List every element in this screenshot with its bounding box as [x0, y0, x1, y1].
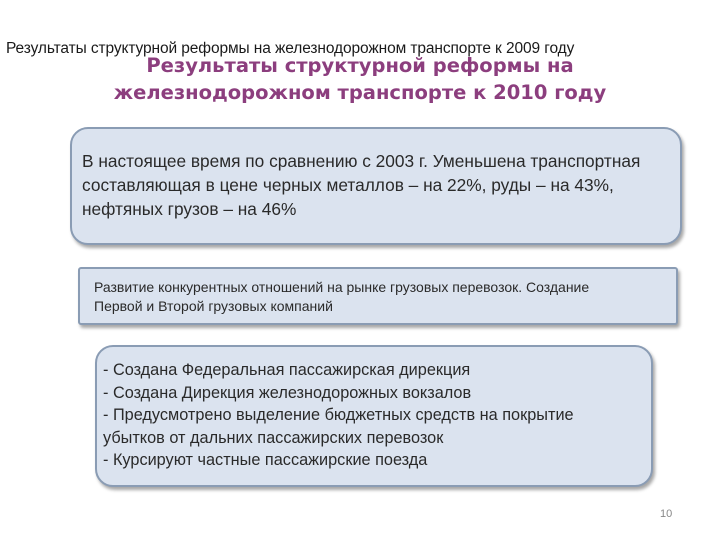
passenger-box — [95, 345, 653, 487]
slide-title — [0, 52, 720, 106]
passenger-line-2: - Создана Дирекция железнодорожных вокзалов — [103, 383, 472, 402]
passenger-line-4: убытков от дальних пассажирских перевозок — [103, 428, 444, 447]
competition-line-2: Первой и Второй грузовых компаний — [94, 298, 333, 314]
competition-line-1: Развитие конкурентных отношений на рынке грузовых перевозок. Создание — [94, 279, 590, 295]
slide-title-line-1: Результаты структурной реформы на — [146, 54, 574, 77]
freight-cost-line-1: В настоящее время по сравнению с 2003 г. Уменьшена транспортная — [82, 151, 641, 171]
freight-cost-box — [70, 127, 682, 245]
competition-box — [78, 267, 678, 325]
background-title: Результаты структурной реформы на железнодорожном транспорте к 2009 году — [6, 40, 575, 57]
passenger-line-5: - Курсируют частные пассажирские поезда — [103, 451, 428, 469]
freight-cost-line-2: составляющая в цене черных металлов – на 22%, руды – на 43%, — [82, 175, 614, 195]
slide-title-line-2: железнодорожном транспорте к 2010 году — [113, 81, 607, 104]
passenger-line-1: - Создана Федеральная пассажирская дирекция — [103, 361, 471, 379]
passenger-line-3: - Предусмотрено выделение бюджетных средств на покрытие — [103, 406, 574, 424]
freight-cost-line-3: нефтяных грузов – на 46% — [82, 199, 297, 219]
page-number: 10 — [660, 508, 673, 520]
